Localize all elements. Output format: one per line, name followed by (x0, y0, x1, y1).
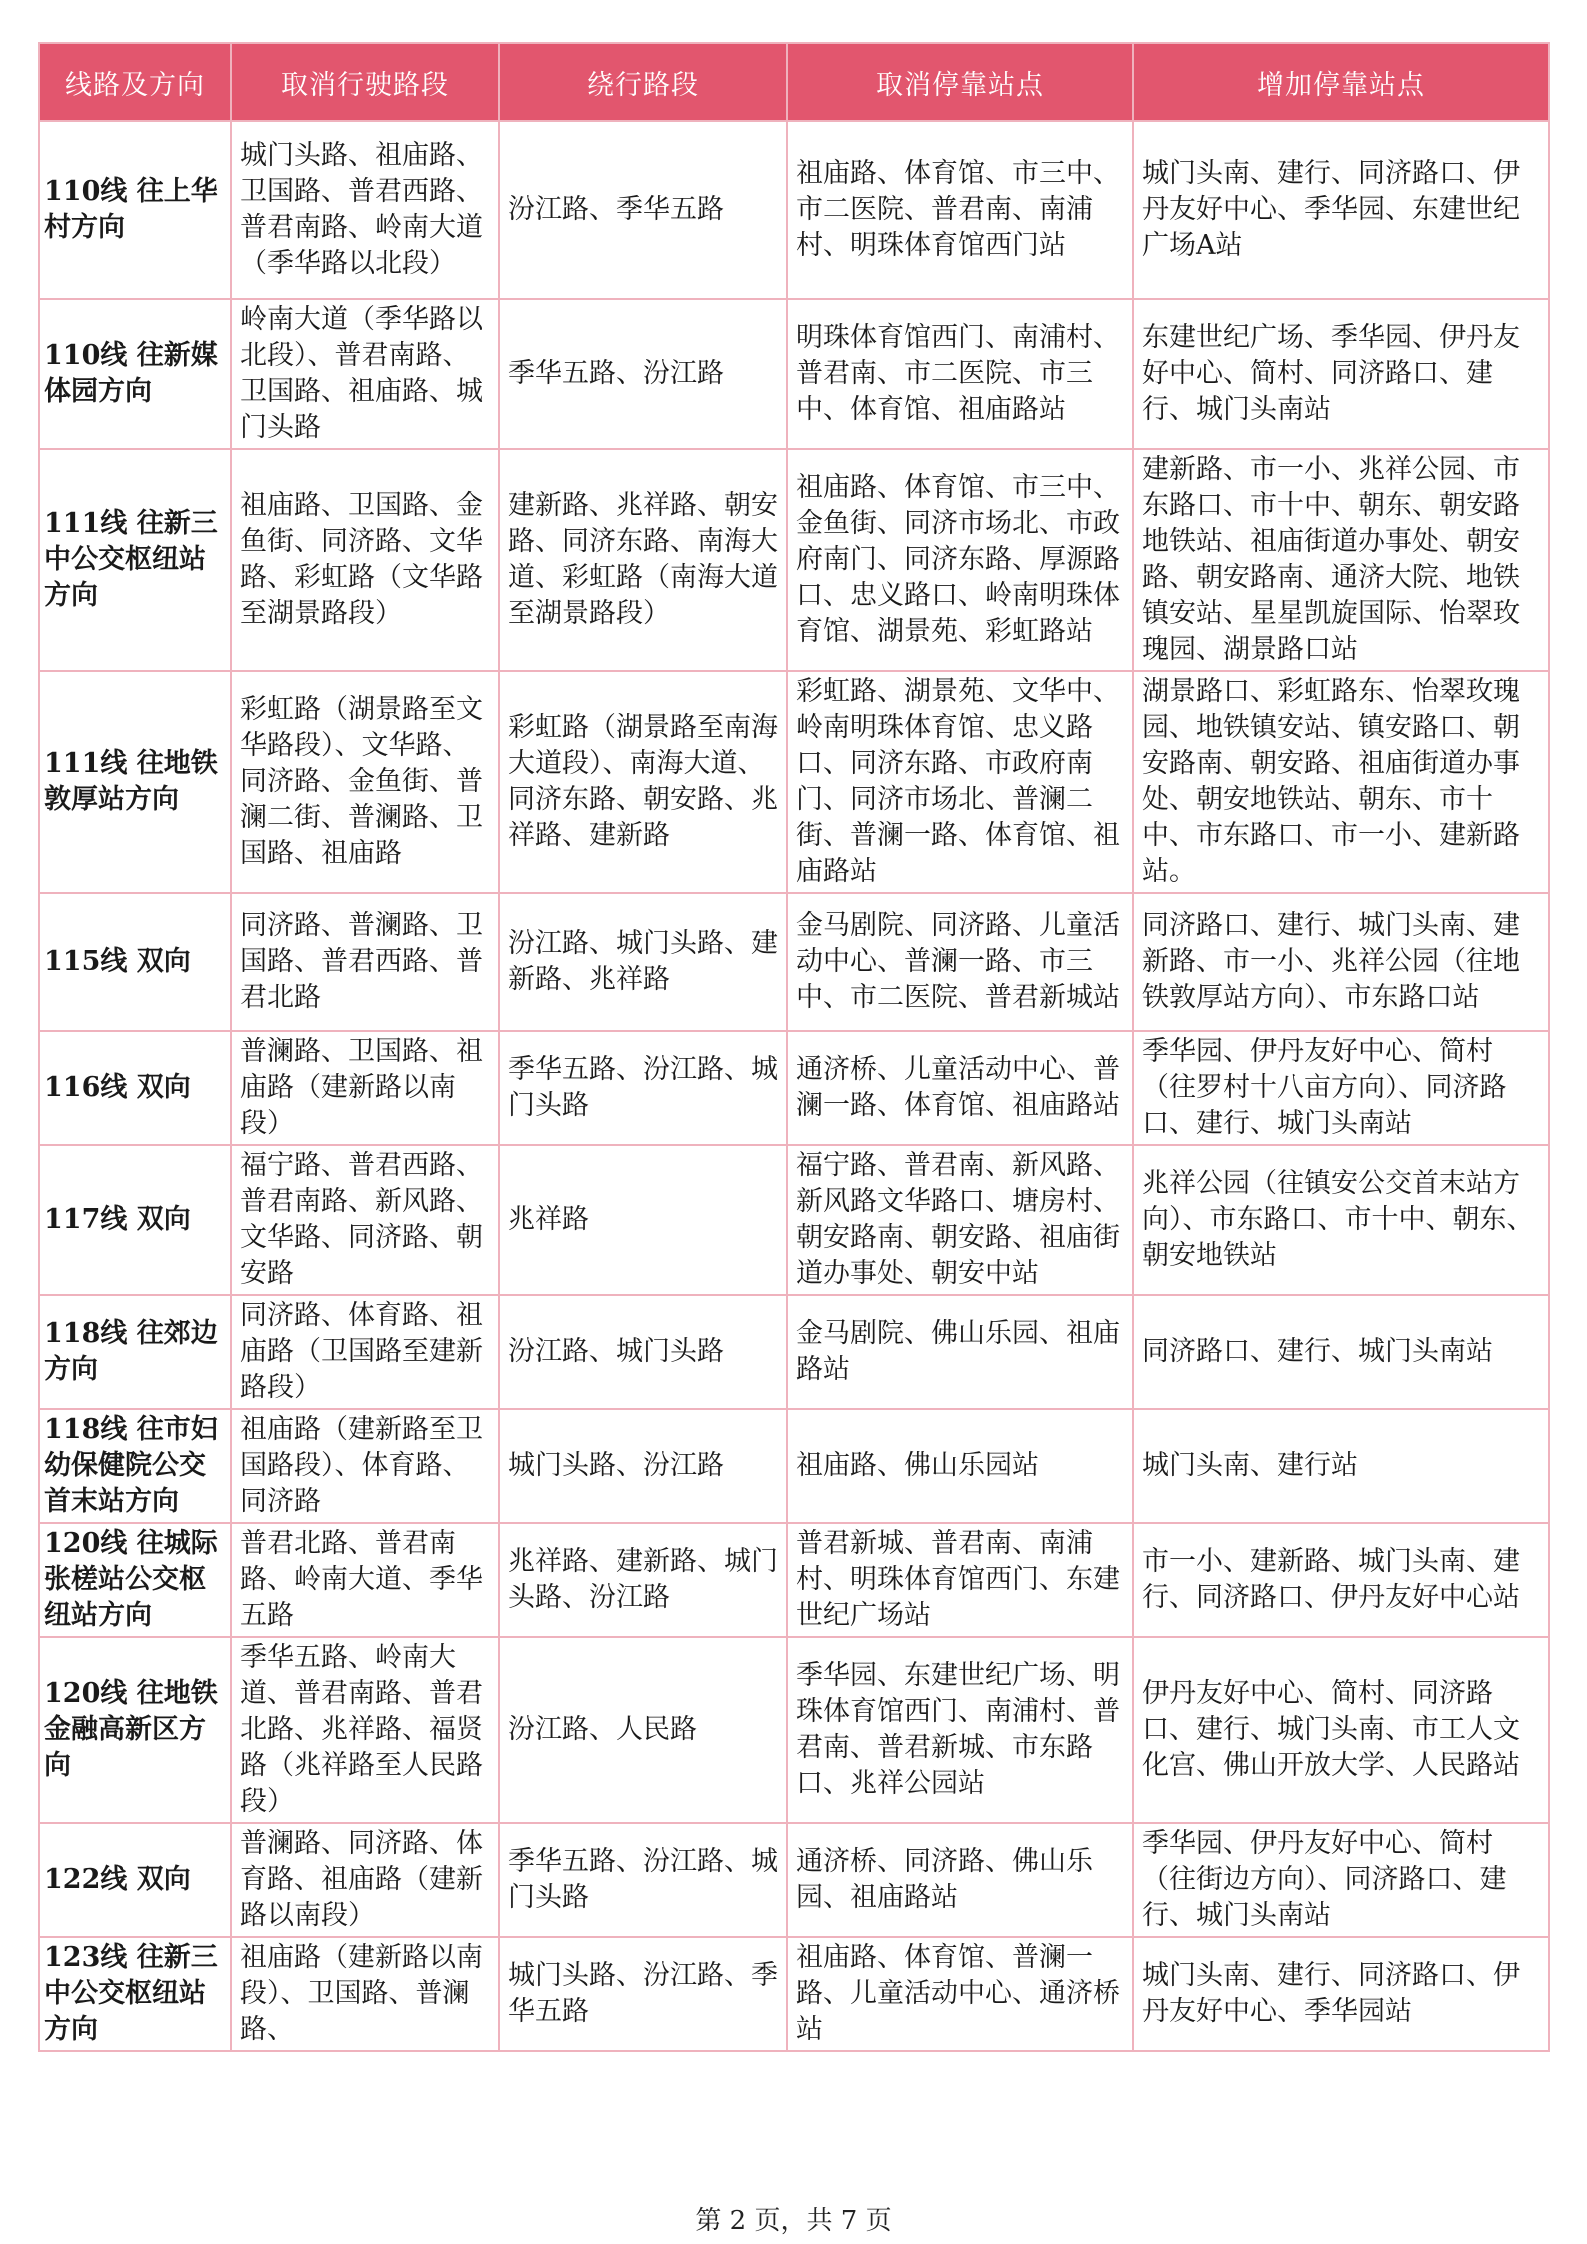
add-stops-cell: 同济路口、建行、城门头南站 (1133, 1295, 1549, 1409)
route-cell: 118线 往郊边方向 (39, 1295, 231, 1409)
cancel-stops-cell: 通济桥、儿童活动中心、普澜一路、体育馆、祖庙路站 (787, 1031, 1133, 1145)
table-row (39, 671, 1549, 893)
add-stops-cell: 季华园、伊丹友好中心、简村（往罗村十八亩方向）、同济路口、建行、城门头南站 (1133, 1031, 1549, 1145)
route-cell: 120线 往地铁金融高新区方向 (39, 1637, 231, 1823)
route-cell: 110线 往上华村方向 (39, 121, 231, 299)
route-cell: 118线 往市妇幼保健院公交首末站方向 (39, 1409, 231, 1523)
detour-cell: 汾江路、人民路 (499, 1637, 787, 1823)
cancel-road-cell: 祖庙路（建新路以南段）、卫国路、普澜路、 (231, 1937, 499, 2051)
table-row (39, 1823, 1549, 1937)
detour-cell: 季华五路、汾江路、城门头路 (499, 1031, 787, 1145)
cancel-road-cell: 祖庙路、卫国路、金鱼街、同济路、文华路、彩虹路（文华路至湖景路段） (231, 449, 499, 671)
cancel-stops-cell: 福宁路、普君南、新风路、新风路文华路口、塘房村、朝安路南、朝安路、祖庙街道办事处、朝安中站 (787, 1145, 1133, 1295)
cancel-stops-cell: 季华园、东建世纪广场、明珠体育馆西门、南浦村、普君南、普君新城、市东路口、兆祥公园站 (787, 1637, 1133, 1823)
add-stops-cell: 同济路口、建行、城门头南、建新路、市一小、兆祥公园（往地铁敦厚站方向）、市东路口站 (1133, 893, 1549, 1031)
table-row (39, 1523, 1549, 1637)
cancel-road-cell: 普澜路、同济路、体育路、祖庙路（建新路以南段） (231, 1823, 499, 1937)
cancel-road-cell: 城门头路、祖庙路、卫国路、普君西路、普君南路、岭南大道（季华路以北段） (231, 121, 499, 299)
add-stops-cell: 城门头南、建行、同济路口、伊丹友好中心、季华园站 (1133, 1937, 1549, 2051)
add-stops-cell: 城门头南、建行、同济路口、伊丹友好中心、季华园、东建世纪广场A站 (1133, 121, 1549, 299)
table-header-row (39, 43, 1549, 121)
table-row (39, 299, 1549, 449)
header-cancel-road: 取消行驶路段 (231, 43, 499, 121)
cancel-stops-cell: 祖庙路、体育馆、普澜一路、儿童活动中心、通济桥站 (787, 1937, 1133, 2051)
cancel-road-cell: 岭南大道（季华路以北段）、普君南路、卫国路、祖庙路、城门头路 (231, 299, 499, 449)
add-stops-cell: 季华园、伊丹友好中心、简村（往街边方向）、同济路口、建行、城门头南站 (1133, 1823, 1549, 1937)
add-stops-cell: 市一小、建新路、城门头南、建行、同济路口、伊丹友好中心站 (1133, 1523, 1549, 1637)
detour-cell: 城门头路、汾江路、季华五路 (499, 1937, 787, 2051)
cancel-stops-cell: 明珠体育馆西门、南浦村、普君南、市二医院、市三中、体育馆、祖庙路站 (787, 299, 1133, 449)
add-stops-cell: 湖景路口、彩虹路东、怡翠玫瑰园、地铁镇安站、镇安路口、朝安路南、朝安路、祖庙街道办事处、朝安地铁站、朝东、市十中、市东路口、市一小、建新路站。 (1133, 671, 1549, 893)
route-cell: 122线 双向 (39, 1823, 231, 1937)
route-cell: 111线 往新三中公交枢纽站方向 (39, 449, 231, 671)
detour-cell: 兆祥路 (499, 1145, 787, 1295)
detour-cell: 彩虹路（湖景路至南海大道段）、南海大道、同济东路、朝安路、兆祥路、建新路 (499, 671, 787, 893)
detour-cell: 建新路、兆祥路、朝安路、同济东路、南海大道、彩虹路（南海大道至湖景路段） (499, 449, 787, 671)
route-change-table (38, 42, 1550, 2052)
detour-cell: 汾江路、季华五路 (499, 121, 787, 299)
cancel-stops-cell: 祖庙路、佛山乐园站 (787, 1409, 1133, 1523)
detour-cell: 季华五路、汾江路 (499, 299, 787, 449)
add-stops-cell: 伊丹友好中心、简村、同济路口、建行、城门头南、市工人文化宫、佛山开放大学、人民路站 (1133, 1637, 1549, 1823)
add-stops-cell: 兆祥公园（往镇安公交首末站方向）、市东路口、市十中、朝东、朝安地铁站 (1133, 1145, 1549, 1295)
cancel-stops-cell: 祖庙路、体育馆、市三中、金鱼街、同济市场北、市政府南门、同济东路、厚源路口、忠义路口、岭南明珠体育馆、湖景苑、彩虹路站 (787, 449, 1133, 671)
detour-cell: 兆祥路、建新路、城门头路、汾江路 (499, 1523, 787, 1637)
cancel-stops-cell: 金马剧院、同济路、儿童活动中心、普澜一路、市三中、市二医院、普君新城站 (787, 893, 1133, 1031)
page-number: 第 2 页，共 7 页 (695, 2206, 892, 2236)
header-route: 线路及方向 (39, 43, 231, 121)
route-cell: 117线 双向 (39, 1145, 231, 1295)
add-stops-cell: 建新路、市一小、兆祥公园、市东路口、市十中、朝东、朝安路地铁站、祖庙街道办事处、朝安路、朝安路南、通济大院、地铁镇安站、星星凯旋国际、怡翠玫瑰园、湖景路口站 (1133, 449, 1549, 671)
route-cell: 120线 往城际张槎站公交枢纽站方向 (39, 1523, 231, 1637)
cancel-stops-cell: 通济桥、同济路、佛山乐园、祖庙路站 (787, 1823, 1133, 1937)
cancel-road-cell: 彩虹路（湖景路至文华路段）、文华路、同济路、金鱼街、普澜二街、普澜路、卫国路、祖庙路 (231, 671, 499, 893)
cancel-road-cell: 季华五路、岭南大道、普君南路、普君北路、兆祥路、福贤路（兆祥路至人民路段） (231, 1637, 499, 1823)
cancel-road-cell: 福宁路、普君西路、普君南路、新风路、文华路、同济路、朝安路 (231, 1145, 499, 1295)
cancel-road-cell: 祖庙路（建新路至卫国路段）、体育路、同济路 (231, 1409, 499, 1523)
table-row (39, 1637, 1549, 1823)
cancel-stops-cell: 彩虹路、湖景苑、文华中、岭南明珠体育馆、忠义路口、同济东路、市政府南门、同济市场北、普澜二街、普澜一路、体育馆、祖庙路站 (787, 671, 1133, 893)
table-row (39, 1031, 1549, 1145)
add-stops-cell: 东建世纪广场、季华园、伊丹友好中心、简村、同济路口、建行、城门头南站 (1133, 299, 1549, 449)
cancel-stops-cell: 祖庙路、体育馆、市三中、市二医院、普君南、南浦村、明珠体育馆西门站 (787, 121, 1133, 299)
header-detour: 绕行路段 (499, 43, 787, 121)
route-cell: 123线 往新三中公交枢纽站方向 (39, 1937, 231, 2051)
table-row (39, 1937, 1549, 2051)
cancel-road-cell: 普君北路、普君南路、岭南大道、季华五路 (231, 1523, 499, 1637)
cancel-road-cell: 同济路、体育路、祖庙路（卫国路至建新路段） (231, 1295, 499, 1409)
header-cancel-stops: 取消停靠站点 (787, 43, 1133, 121)
header-add-stops: 增加停靠站点 (1133, 43, 1549, 121)
cancel-stops-cell: 普君新城、普君南、南浦村、明珠体育馆西门、东建世纪广场站 (787, 1523, 1133, 1637)
table-row (39, 121, 1549, 299)
table-row (39, 1409, 1549, 1523)
table-row (39, 1295, 1549, 1409)
table-row (39, 449, 1549, 671)
route-cell: 115线 双向 (39, 893, 231, 1031)
cancel-road-cell: 普澜路、卫国路、祖庙路（建新路以南段） (231, 1031, 499, 1145)
detour-cell: 城门头路、汾江路 (499, 1409, 787, 1523)
route-cell: 116线 双向 (39, 1031, 231, 1145)
table-row (39, 893, 1549, 1031)
document-page (38, 42, 1548, 2052)
route-cell: 110线 往新媒体园方向 (39, 299, 231, 449)
add-stops-cell: 城门头南、建行站 (1133, 1409, 1549, 1523)
table-row (39, 1145, 1549, 1295)
detour-cell: 季华五路、汾江路、城门头路 (499, 1823, 787, 1937)
route-cell: 111线 往地铁敦厚站方向 (39, 671, 231, 893)
cancel-road-cell: 同济路、普澜路、卫国路、普君西路、普君北路 (231, 893, 499, 1031)
detour-cell: 汾江路、城门头路 (499, 1295, 787, 1409)
detour-cell: 汾江路、城门头路、建新路、兆祥路 (499, 893, 787, 1031)
cancel-stops-cell: 金马剧院、佛山乐园、祖庙路站 (787, 1295, 1133, 1409)
